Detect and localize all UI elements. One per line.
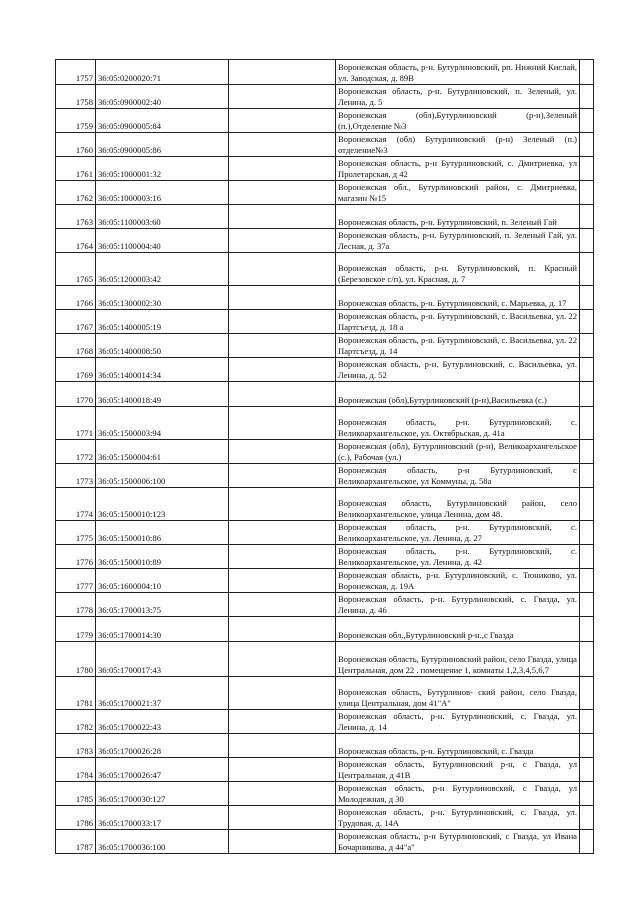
row-number: 1775: [56, 521, 96, 545]
table-row: [56, 545, 594, 569]
cadastral-number: 36:05:1700030:127: [96, 782, 229, 806]
row-number: 1757: [56, 60, 96, 85]
table-row: [56, 407, 594, 440]
cadastral-number: 36:05:1500010:89: [96, 545, 229, 569]
empty-cell: [229, 758, 336, 782]
row-number: 1760: [56, 133, 96, 157]
cadastral-number: 36:05:1400005:19: [96, 310, 229, 334]
empty-cell: [580, 806, 594, 830]
row-number: 1786: [56, 806, 96, 830]
cadastral-number: 36:05:1700014:30: [96, 617, 229, 642]
row-number: 1761: [56, 157, 96, 181]
row-number: 1768: [56, 334, 96, 358]
address-cell: Воронежская область, р-н Бутурлиновский, с. Дмитриевка, ул Пролетарская, д 42: [336, 157, 580, 181]
empty-cell: [229, 830, 336, 854]
table-row: [56, 642, 594, 677]
table-row: [56, 758, 594, 782]
cadastral-number: 36:05:1500010:123: [96, 488, 229, 521]
table-row: [56, 181, 594, 205]
table-row: [56, 830, 594, 854]
row-number: 1769: [56, 358, 96, 382]
registry-body: [56, 60, 594, 854]
empty-cell: [580, 440, 594, 464]
cadastral-number: 36:05:1700022:43: [96, 710, 229, 734]
cadastral-number: 36:05:1100004:40: [96, 229, 229, 253]
empty-cell: [229, 181, 336, 205]
empty-cell: [229, 734, 336, 758]
address-cell: Воронежская область, р-н. Бутурлиновский, с. Великоархангельское, ул. Октябрьская, д. 41а: [336, 407, 580, 440]
empty-cell: [229, 593, 336, 617]
address-cell: Воронежская область, Бутурлиновский район, село Гвазда, улица Центральная, дом 22 . помещение 1, комнаты 1,2,3,4,5,6,7: [336, 642, 580, 677]
table-row: [56, 133, 594, 157]
address-cell: Воронежская область, р-н. Бутурлиновский, с. Великоархангельское, ул. Ленина, д. 42: [336, 545, 580, 569]
address-cell: Воронежская область, р-н. Бутурлиновский, п. Зеленый Гай: [336, 205, 580, 229]
address-cell: Воронежская область, р-н. Бутурлиновский, рп. Нижний Кислай, ул. Заводская, д. 89В: [336, 60, 580, 85]
empty-cell: [580, 617, 594, 642]
empty-cell: [229, 205, 336, 229]
empty-cell: [229, 85, 336, 109]
table-row: [56, 85, 594, 109]
table-row: [56, 60, 594, 85]
address-cell: Воронежская область, р-н. Бутурлиновский, с. Гвазда, ул. Ленина, д. 14: [336, 710, 580, 734]
cadastral-number: 36:05:1500010:86: [96, 521, 229, 545]
table-row: [56, 440, 594, 464]
row-number: 1770: [56, 382, 96, 407]
empty-cell: [229, 253, 336, 286]
cadastral-number: 36:05:0900005:84: [96, 109, 229, 133]
empty-cell: [229, 710, 336, 734]
empty-cell: [229, 464, 336, 488]
empty-cell: [580, 569, 594, 593]
table-row: [56, 569, 594, 593]
address-cell: Воронежская область, Бутурлиновский р-н, с Гвазда, ул Центральная, д 41В: [336, 758, 580, 782]
empty-cell: [580, 464, 594, 488]
row-number: 1762: [56, 181, 96, 205]
empty-cell: [580, 758, 594, 782]
address-cell: Воронежская (обл),Бутурлиновский (р-н),Зеленый (п.),Отделение №3: [336, 109, 580, 133]
cadastral-number: 36:05:1700013:75: [96, 593, 229, 617]
table-row: [56, 521, 594, 545]
cadastral-number: 36:05:1700036:100: [96, 830, 229, 854]
address-cell: Воронежская область, р-н. Бутурлиновский, с. Гвазда, ул. Трудовая, д. 14А: [336, 806, 580, 830]
address-cell: Воронежская область, р-н. Бутурлиновский, с. Гвазда: [336, 734, 580, 758]
address-cell: Воронежская область, р-н. Бутурлиновский, с. Великоархангельское, ул. Ленина, д. 27: [336, 521, 580, 545]
row-number: 1758: [56, 85, 96, 109]
empty-cell: [229, 60, 336, 85]
table-row: [56, 488, 594, 521]
empty-cell: [580, 521, 594, 545]
property-registry-table: [55, 59, 594, 854]
address-cell: Воронежская (обл) Бутурлиновский (р-н) Зеленый (п.) отделение№3: [336, 133, 580, 157]
cadastral-number: 36:05:1400008:50: [96, 334, 229, 358]
empty-cell: [580, 85, 594, 109]
address-cell: Воронежская область, р-н. Бутурлиновский, с. Васильевка, ул. Ленина, д. 52: [336, 358, 580, 382]
row-number: 1766: [56, 286, 96, 310]
empty-cell: [229, 782, 336, 806]
table-row: [56, 677, 594, 710]
row-number: 1771: [56, 407, 96, 440]
empty-cell: [580, 205, 594, 229]
table-row: [56, 806, 594, 830]
cadastral-number: 36:05:1400014:34: [96, 358, 229, 382]
table-row: [56, 310, 594, 334]
empty-cell: [580, 157, 594, 181]
empty-cell: [229, 521, 336, 545]
empty-cell: [229, 133, 336, 157]
empty-cell: [229, 488, 336, 521]
table-row: [56, 229, 594, 253]
cadastral-number: 36:05:0200020:71: [96, 60, 229, 85]
empty-cell: [580, 133, 594, 157]
address-cell: Воронежская область, Бутурлинов- ский район, село Гвазда, улица Центральная, дом 41"А": [336, 677, 580, 710]
table-row: [56, 464, 594, 488]
empty-cell: [580, 253, 594, 286]
table-row: [56, 109, 594, 133]
empty-cell: [580, 109, 594, 133]
row-number: 1782: [56, 710, 96, 734]
table-row: [56, 358, 594, 382]
row-number: 1767: [56, 310, 96, 334]
empty-cell: [580, 310, 594, 334]
row-number: 1778: [56, 593, 96, 617]
empty-cell: [580, 545, 594, 569]
table-row: [56, 253, 594, 286]
address-cell: Воронежская область, р-н. Бутурлиновский, п. Красный (Березовское с/п), ул. Красная, д. 7: [336, 253, 580, 286]
empty-cell: [229, 334, 336, 358]
cadastral-number: 36:05:1700021:37: [96, 677, 229, 710]
empty-cell: [580, 830, 594, 854]
address-cell: Воронежская область, р-н. Бутурлиновский, с. Марьевка, д. 17: [336, 286, 580, 310]
table-row: [56, 734, 594, 758]
cadastral-number: 36:05:0900005:86: [96, 133, 229, 157]
empty-cell: [580, 334, 594, 358]
table-row: [56, 157, 594, 181]
address-cell: Воронежская (обл),Бутурлиновский (р-н),Васильевка (с.): [336, 382, 580, 407]
address-cell: Воронежская область, р-н Бутурлиновский, с Великоархангельское, ул Коммуны, д. 58а: [336, 464, 580, 488]
empty-cell: [229, 440, 336, 464]
table-row: [56, 382, 594, 407]
empty-cell: [580, 782, 594, 806]
empty-cell: [580, 677, 594, 710]
address-cell: Воронежская область, Бутурлиновский район, село Великоархангельское, улица Ленина, дом 48.: [336, 488, 580, 521]
cadastral-number: 36:05:1100003:60: [96, 205, 229, 229]
empty-cell: [580, 358, 594, 382]
address-cell: Воронежская область, р-н. Бутурлиновский, п. Зеленый Гай, ул. Лесная, д. 37а: [336, 229, 580, 253]
table-row: [56, 710, 594, 734]
empty-cell: [229, 407, 336, 440]
address-cell: Воронежская (обл), Бутурлиновский (р-н), Великоархангельское (с.), Рабочая (ул.): [336, 440, 580, 464]
table-row: [56, 205, 594, 229]
empty-cell: [229, 677, 336, 710]
cadastral-number: 36:05:1000003:16: [96, 181, 229, 205]
row-number: 1784: [56, 758, 96, 782]
empty-cell: [580, 710, 594, 734]
cadastral-number: 36:05:1300002:30: [96, 286, 229, 310]
empty-cell: [229, 310, 336, 334]
empty-cell: [580, 382, 594, 407]
empty-cell: [580, 488, 594, 521]
empty-cell: [580, 593, 594, 617]
empty-cell: [229, 382, 336, 407]
table-row: [56, 334, 594, 358]
empty-cell: [580, 60, 594, 85]
empty-cell: [229, 545, 336, 569]
table-row: [56, 617, 594, 642]
cadastral-number: 36:05:1700026:28: [96, 734, 229, 758]
row-number: 1777: [56, 569, 96, 593]
empty-cell: [229, 569, 336, 593]
address-cell: Воронежская область, р-н Бутурлиновский, с Гвазда, ул Ивана Бочарникова, д 44"а": [336, 830, 580, 854]
empty-cell: [229, 617, 336, 642]
row-number: 1779: [56, 617, 96, 642]
cadastral-number: 36:05:1700017:43: [96, 642, 229, 677]
row-number: 1774: [56, 488, 96, 521]
cadastral-number: 36:05:1700033:17: [96, 806, 229, 830]
empty-cell: [229, 229, 336, 253]
cadastral-number: 36:05:1500004:61: [96, 440, 229, 464]
row-number: 1780: [56, 642, 96, 677]
address-cell: Воронежская область, р-н. Бутурлиновский, с. Васильевка, ул. 22 Партсъезд, д. 14: [336, 334, 580, 358]
address-cell: Воронежская обл.,Бутурлиновский р-н.,с Гвазда: [336, 617, 580, 642]
cadastral-number: 36:05:1500003:94: [96, 407, 229, 440]
empty-cell: [580, 642, 594, 677]
cadastral-number: 36:05:1000001:32: [96, 157, 229, 181]
empty-cell: [580, 734, 594, 758]
empty-cell: [580, 181, 594, 205]
empty-cell: [229, 157, 336, 181]
empty-cell: [229, 286, 336, 310]
cadastral-number: 36:05:1400018:49: [96, 382, 229, 407]
address-cell: Воронежская область, р-н. Бутурлиновский, п. Зеленый, ул. Ленина, д. 5: [336, 85, 580, 109]
cadastral-number: 36:05:1600004:10: [96, 569, 229, 593]
cadastral-number: 36:05:1500006:100: [96, 464, 229, 488]
row-number: 1776: [56, 545, 96, 569]
table-row: [56, 782, 594, 806]
empty-cell: [580, 229, 594, 253]
address-cell: Воронежская область, р-н. Бутурлиновский, с. Васильевка, ул. 22 Партсъезд, д. 18 а: [336, 310, 580, 334]
table-row: [56, 593, 594, 617]
empty-cell: [229, 109, 336, 133]
row-number: 1765: [56, 253, 96, 286]
address-cell: Воронежская область, р-н. Бутурлиновский, с. Гвазда, ул. Ленина, д. 46: [336, 593, 580, 617]
empty-cell: [580, 286, 594, 310]
row-number: 1764: [56, 229, 96, 253]
address-cell: Воронежская область, р-н Бутурлиновский, с Гвазда, ул Молодежная, д 30: [336, 782, 580, 806]
row-number: 1772: [56, 440, 96, 464]
table-row: [56, 286, 594, 310]
row-number: 1783: [56, 734, 96, 758]
cadastral-number: 36:05:1700026:47: [96, 758, 229, 782]
empty-cell: [229, 806, 336, 830]
row-number: 1781: [56, 677, 96, 710]
empty-cell: [229, 642, 336, 677]
address-cell: Воронежская область, р-н. Бутурлиновский, с. Тюниково, ул. Воронежская, д. 19А: [336, 569, 580, 593]
row-number: 1763: [56, 205, 96, 229]
cadastral-number: 36:05:0900002:40: [96, 85, 229, 109]
address-cell: Воронежская обл., Бутурлиновский район, с. Дмитриевка, магазин №15: [336, 181, 580, 205]
row-number: 1785: [56, 782, 96, 806]
cadastral-number: 36:05:1200003:42: [96, 253, 229, 286]
row-number: 1787: [56, 830, 96, 854]
empty-cell: [580, 407, 594, 440]
row-number: 1773: [56, 464, 96, 488]
row-number: 1759: [56, 109, 96, 133]
empty-cell: [229, 358, 336, 382]
